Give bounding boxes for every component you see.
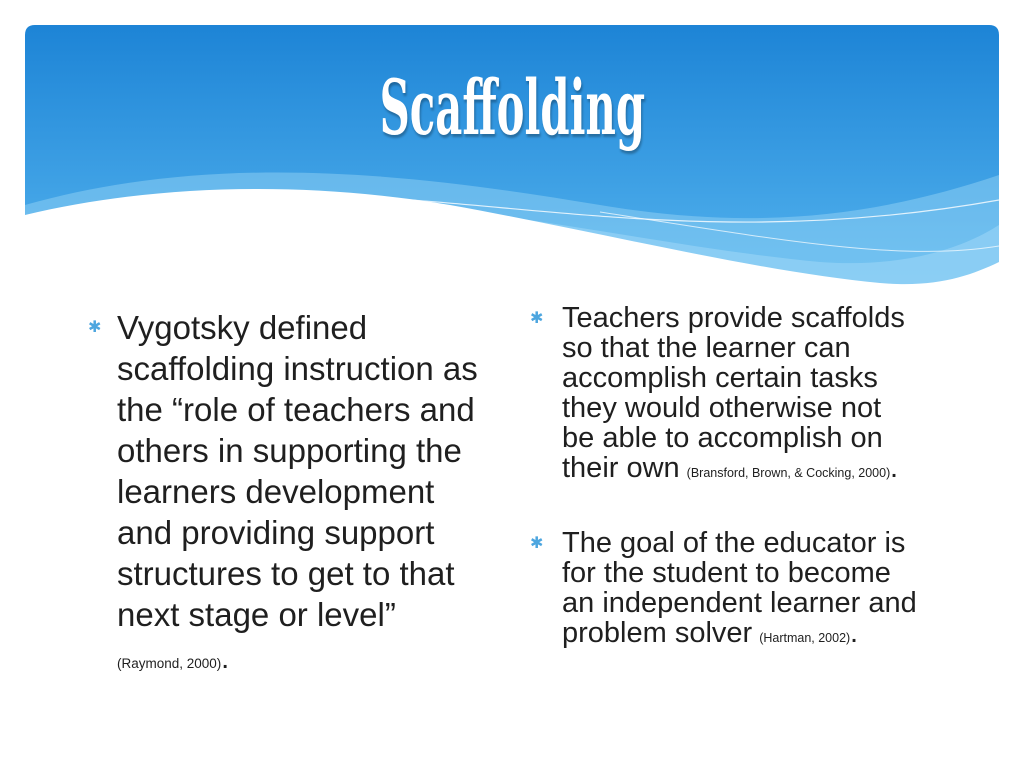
- bullet-line: an independent learner and: [562, 587, 917, 619]
- end-period: .: [851, 625, 857, 647]
- bullet-line: Teachers provide scaffolds: [562, 302, 905, 334]
- bullet-line: accomplish certain tasks: [562, 362, 878, 394]
- bullet-line-text: problem solver: [562, 617, 753, 649]
- bullet-line: structures to get to that: [117, 555, 455, 592]
- bullet-line: for the student to become: [562, 557, 891, 589]
- title-area: [0, 60, 1024, 156]
- slide-title: Scaffolding: [379, 63, 645, 152]
- bullet-line-text: their own: [562, 452, 680, 484]
- end-period: .: [891, 460, 897, 482]
- bullet-line: the “role of teachers and: [117, 391, 475, 428]
- bullet-line: so that the learner can: [562, 332, 851, 364]
- asterisk-bullet-icon: ✱: [88, 317, 102, 336]
- bullet-line: be able to accomplish on: [562, 422, 883, 454]
- citation-line: [117, 647, 517, 677]
- bullet-line: The goal of the educator is: [562, 527, 906, 559]
- end-period: .: [222, 651, 228, 673]
- bullet-line: next stage or level”: [117, 596, 396, 633]
- citation: (Raymond, 2000): [117, 656, 222, 671]
- asterisk-bullet-icon: ✱: [530, 533, 544, 552]
- bullet-line: learners development: [117, 473, 435, 510]
- citation: (Bransford, Brown, & Cocking, 2000): [686, 466, 891, 480]
- bullet-line: Vygotsky defined: [117, 309, 368, 346]
- bullet-item-teachers: [530, 302, 982, 484]
- citation: (Hartman, 2002): [759, 631, 851, 645]
- bullet-line: scaffolding instruction as: [117, 350, 478, 387]
- bullet-line: others in supporting the: [117, 432, 462, 469]
- bullet-line: and providing support: [117, 514, 435, 551]
- asterisk-bullet-icon: ✱: [530, 308, 544, 327]
- bullet-line-with-citation: [562, 618, 982, 648]
- bullet-line-with-citation: [562, 453, 982, 483]
- bullet-item-vygotsky: [88, 307, 517, 677]
- bullet-item-educator-goal: [530, 527, 982, 649]
- bullet-line: they would otherwise not: [562, 392, 882, 424]
